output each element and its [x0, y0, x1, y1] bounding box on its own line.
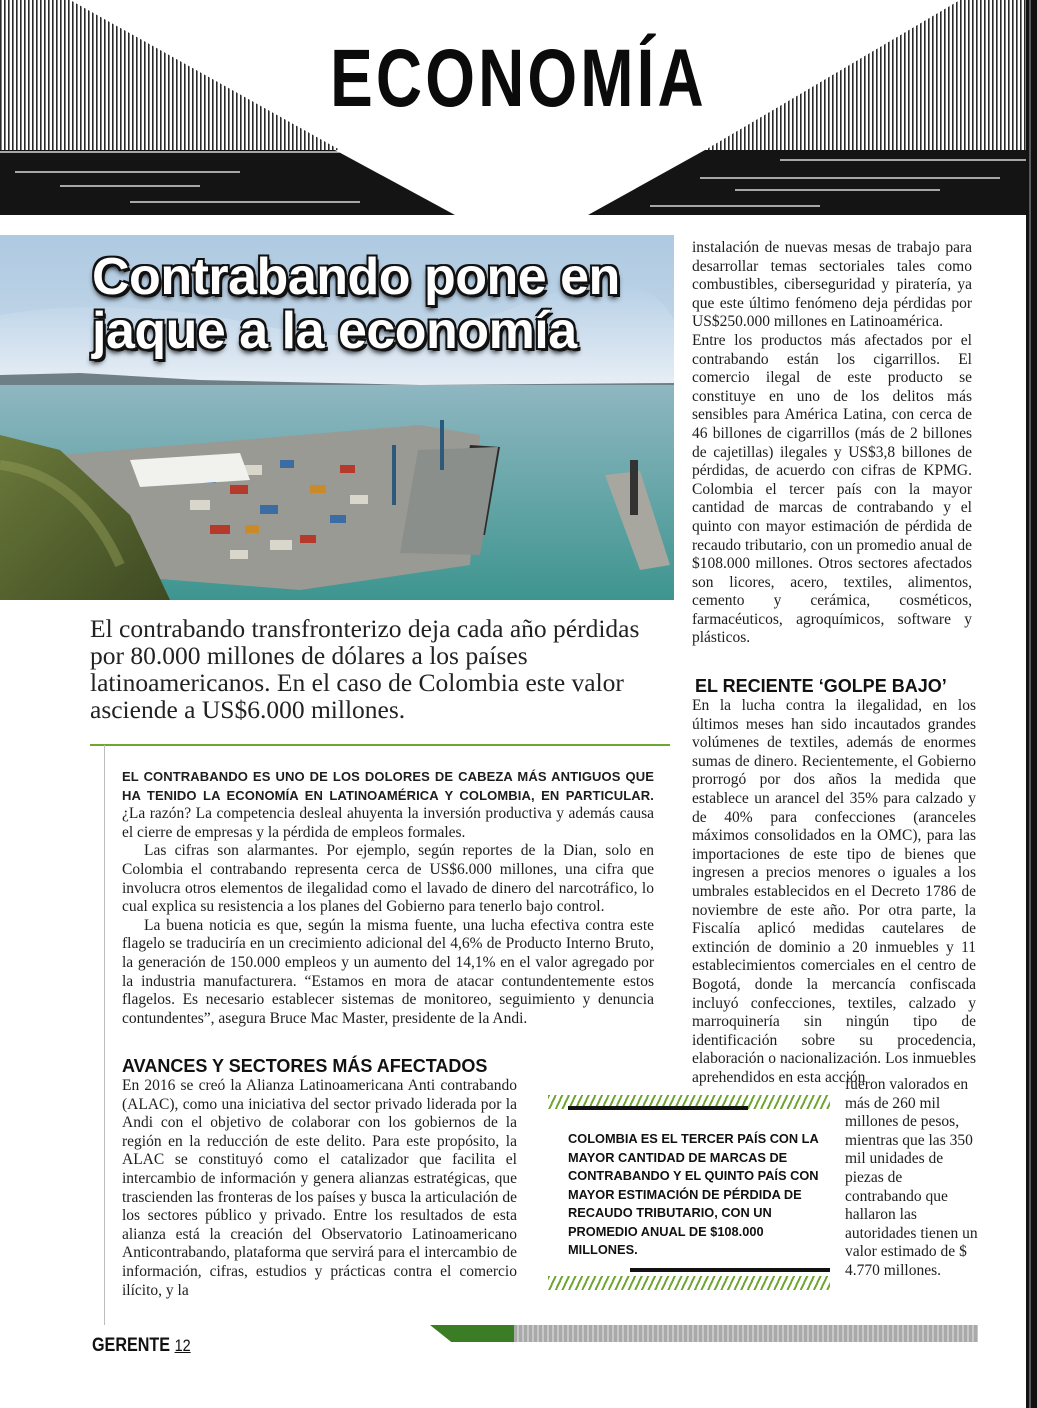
- section-title: ECONOMÍA: [330, 33, 707, 124]
- golpe-paragraph: En la lucha contra la ilegalidad, en los últimos meses han sido incautados grandes volúmenes de textiles, además de enormes sumas de dinero. Recientemente, el Gobierno prorrogó por dos años la medida que establece un arancel del 35% para calzado y de 40% para confecciones (aranceles máximos consolidados en la OMC), para las importaciones de este tipo de bienes que ingresen a precios menores o iguales a los umbrales establecidos en el Decreto 1786 de noviembre de este año. Por otra parte, la Fiscalía aplicó medidas cautelares de extinción de dominio a 20 inmuebles y 11 establecimientos comerciales en el centro de Bogotá, donde la mercancía confiscada incluyó confecciones, textiles, calzado y marroquinería sin ningún tipo de identificación sobre su procedencia, elaboración o nacionalización. Los inmuebles aprehendidos en esta acción: [692, 697, 976, 1086]
- right-column: [692, 239, 972, 648]
- intro-kicker: EL CONTRABANDO ES UNO DE LOS DOLORES DE CABEZA MÁS ANTIGUOS QUE HA TENIDO LA ECONOMÍA EN LATINOAMÉRICA Y COLOMBIA, EN PARTICULAR.: [122, 769, 654, 803]
- section-header: [0, 0, 1037, 232]
- avances-heading: AVANCES Y SECTORES MÁS AFECTADOS: [122, 1056, 488, 1076]
- intro-section: [122, 768, 654, 1028]
- page-number: 12: [174, 1336, 191, 1355]
- column-rule: [104, 745, 105, 1325]
- avances-paragraph: En 2016 se creó la Alianza Latinoamericana Anti contrabando (ALAC), como una iniciativa del sector privado liderada por la Andi con el objetivo de colaborar con los gobiernos de la región en la reducción de este delito. Para este propósito, la ALAC se constituyó como el catalizador que facilita el intercambio de información y genera alianzas estratégicas, que trascienden las fronteras de los países y busca la articulación de los sectores público y privado. Entre los resultados de esta alianza está la creación del Observatorio Latinoamericano Anticontrabando, plataforma que servirá para el intercambio de información, cifras, estudios y prácticas contra el comercio ilícito, y la: [122, 1077, 517, 1299]
- intro-paragraph-3: La buena noticia es que, según la misma fuente, una lucha efectiva contra este flagelo se traduciría en un crecimiento adicional del 4,6% de Producto Interno Bruto, la generación de 150.000 empleos y un aumento del 14,1% en el valor agregado por la industria manufacturera. “Estamos en mora de atacar contundentemente estos flagelos. Es necesario establecer sistemas de monitoreo, seguimiento y denuncia contundentes”, asegura Bruce Mac Master, presidente de la Andi.: [122, 916, 654, 1027]
- page-edge-line: [1029, 0, 1031, 1408]
- avances-section: [122, 1077, 517, 1300]
- green-divider: [90, 744, 670, 746]
- golpe-tail-paragraph: fueron valorados en más de 260 mil millones de pesos, mientras que las 350 mil unidades de piezas de contrabando que hallaron las autoridades tienen un valor estimado de $ 4.770 millones.: [845, 1076, 978, 1279]
- quote-bar-top: [568, 1106, 748, 1110]
- pull-quote: [548, 1095, 830, 1295]
- article-headline: Contrabando pone en jaque a la economía: [92, 248, 620, 360]
- right-column-text: [692, 239, 972, 648]
- golpe-continued: [845, 1076, 980, 1281]
- footer-gray-strip: [514, 1325, 978, 1342]
- golpe-heading: EL RECIENTE ‘GOLPE BAJO’: [695, 676, 947, 696]
- intro-paragraph: [122, 768, 654, 842]
- right-paragraph-2: Entre los productos más afectados por el contrabando están los cigarrillos. El comercio ilegal de este producto se constituye en uno de los delitos más sensibles para América Latina, con cerca de 46 billones de cigarrillos (más de 2 billones de cajetillas) ilegales y US$3,8 billones de pérdidas, de acuerdo con cifras de KPMG. Colombia el tercer país con la mayor cantidad de marcas de contrabando y el quinto con mayor estimación de pérdida de recaudo tributario, con un promedio anual de $108.000 millones. Otros sectores afectados son licores, acero, textiles, alimentos, cemento y cerámica, cosméticos, farmacéuticos, agroquímicos, software y plásticos.: [692, 331, 972, 647]
- intro-text: ¿La razón? La competencia desleal ahuyenta la inversión productiva y además causa el cierre de empresas y la pérdida de empleos formales.: [122, 805, 654, 841]
- article-lead: El contrabando transfronterizo deja cada año pérdidas por 80.000 millones de dólares a los países latinoamericanos. En el caso de Colombia este valor asciende a US$6.000 millones.: [90, 614, 640, 724]
- footer-brand: GERENTE: [92, 1335, 171, 1356]
- footer: [92, 1335, 191, 1357]
- golpe-section: [692, 697, 976, 1087]
- intro-paragraph-2: Las cifras son alarmantes. Por ejemplo, según reportes de la Dian, solo en Colombia el contrabando representa cerca de US$6.000 millones, una cifra que involucra otros elementos de ilegalidad como el lavado de dinero del narcotráfico, lo cual explica su resistencia a los planes del Gobierno para tenerlo bajo control.: [122, 842, 654, 916]
- pull-quote-text: COLOMBIA ES EL TERCER PAÍS CON LA MAYOR CANTIDAD DE MARCAS DE CONTRABANDO Y EL QUINTO PAÍS CON MAYOR ESTIMACIÓN DE PÉRDIDA DE RECAUDO TRIBUTARIO, CON UN PROMEDIO ANUAL DE $108.000 MILLONES.: [568, 1131, 819, 1257]
- footer-bar: [430, 1325, 978, 1342]
- page-edge: [1026, 0, 1037, 1408]
- footer-green-tab: [430, 1325, 515, 1342]
- quote-bar-bottom: [630, 1268, 830, 1272]
- right-paragraph-1: instalación de nuevas mesas de trabajo para desarrollar temas sectoriales tales como combustibles, ciberseguridad y piratería, ya que este último fenómeno deja pérdidas por US$250.000 millones en Latinoamérica.: [692, 239, 972, 331]
- hatch-bottom: [548, 1276, 830, 1290]
